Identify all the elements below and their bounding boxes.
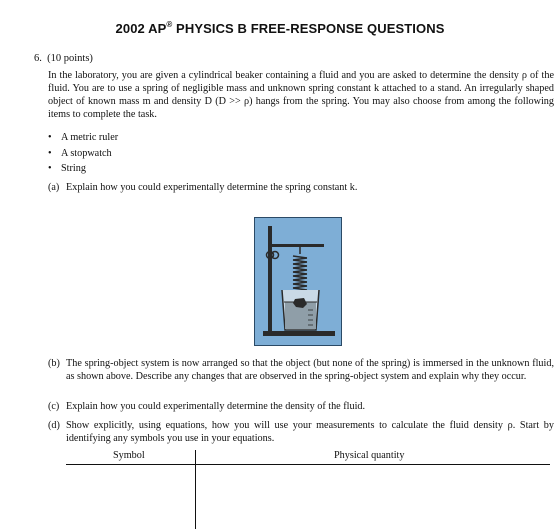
bullet-icon: •	[48, 147, 52, 159]
registered-mark: ®	[166, 20, 173, 29]
column-header-symbol: Symbol	[113, 450, 145, 461]
list-item-text: String	[61, 163, 86, 174]
part-a	[48, 182, 554, 195]
question-points: (10 points)	[47, 53, 93, 64]
list-item	[48, 130, 118, 146]
table-column-divider	[195, 450, 196, 529]
question-intro: In the laboratory, you are given a cylindrical beaker containing a fluid and you are asked to determine the density ρ of the fluid. You are to use a spring of negligible mass and unknown spring constant k attached to a stand. An irregularly shaped object of known mass m and density D (D >> ρ) hangs from the spring. You may also choose from among the following items to complete the task.	[48, 70, 554, 120]
table-header-rule	[66, 464, 550, 465]
list-item	[48, 161, 118, 177]
part-text: Explain how you could experimentally determine the spring constant k.	[66, 182, 358, 193]
column-header-physical-quantity: Physical quantity	[334, 450, 405, 461]
part-c	[48, 401, 554, 414]
part-label: (b)	[48, 358, 60, 369]
part-text: Show explicitly, using equations, how you will use your measurements to calculate the fluid density ρ. Start by identifying any symbols you use in your equations.	[66, 420, 554, 444]
part-b	[48, 358, 554, 384]
spring-apparatus-figure	[254, 217, 342, 346]
question-number: 6.	[34, 53, 42, 64]
bullet-icon: •	[48, 132, 52, 143]
part-label: (a)	[48, 182, 60, 193]
apparatus-drawing	[255, 218, 341, 345]
header-title-pre: 2002 AP	[115, 21, 167, 36]
page-header	[0, 20, 560, 36]
part-label: (d)	[48, 420, 60, 431]
equipment-list	[48, 130, 118, 177]
list-item-text: A metric ruler	[61, 132, 119, 143]
part-d	[48, 420, 554, 446]
clamp-knob	[272, 252, 279, 259]
list-item-text: A stopwatch	[61, 147, 112, 159]
stand-rod	[268, 226, 272, 332]
stand-base	[263, 331, 335, 336]
list-item	[48, 146, 118, 162]
spring	[293, 256, 307, 290]
part-text: The spring-object system is now arranged so that the object (but none of the spring) is immersed in the unknown fluid, as shown above. Describe any changes that are observed in the spring-object system and explain why they occur.	[66, 358, 554, 382]
stand-arm	[268, 244, 324, 247]
header-title-post: PHYSICS B FREE-RESPONSE QUESTIONS	[172, 21, 445, 36]
part-text: Explain how you could experimentally determine the density of the fluid.	[66, 401, 366, 412]
symbol-table	[66, 450, 550, 529]
bullet-icon: •	[48, 163, 52, 174]
part-label: (c)	[48, 401, 60, 412]
question-heading	[34, 53, 93, 64]
